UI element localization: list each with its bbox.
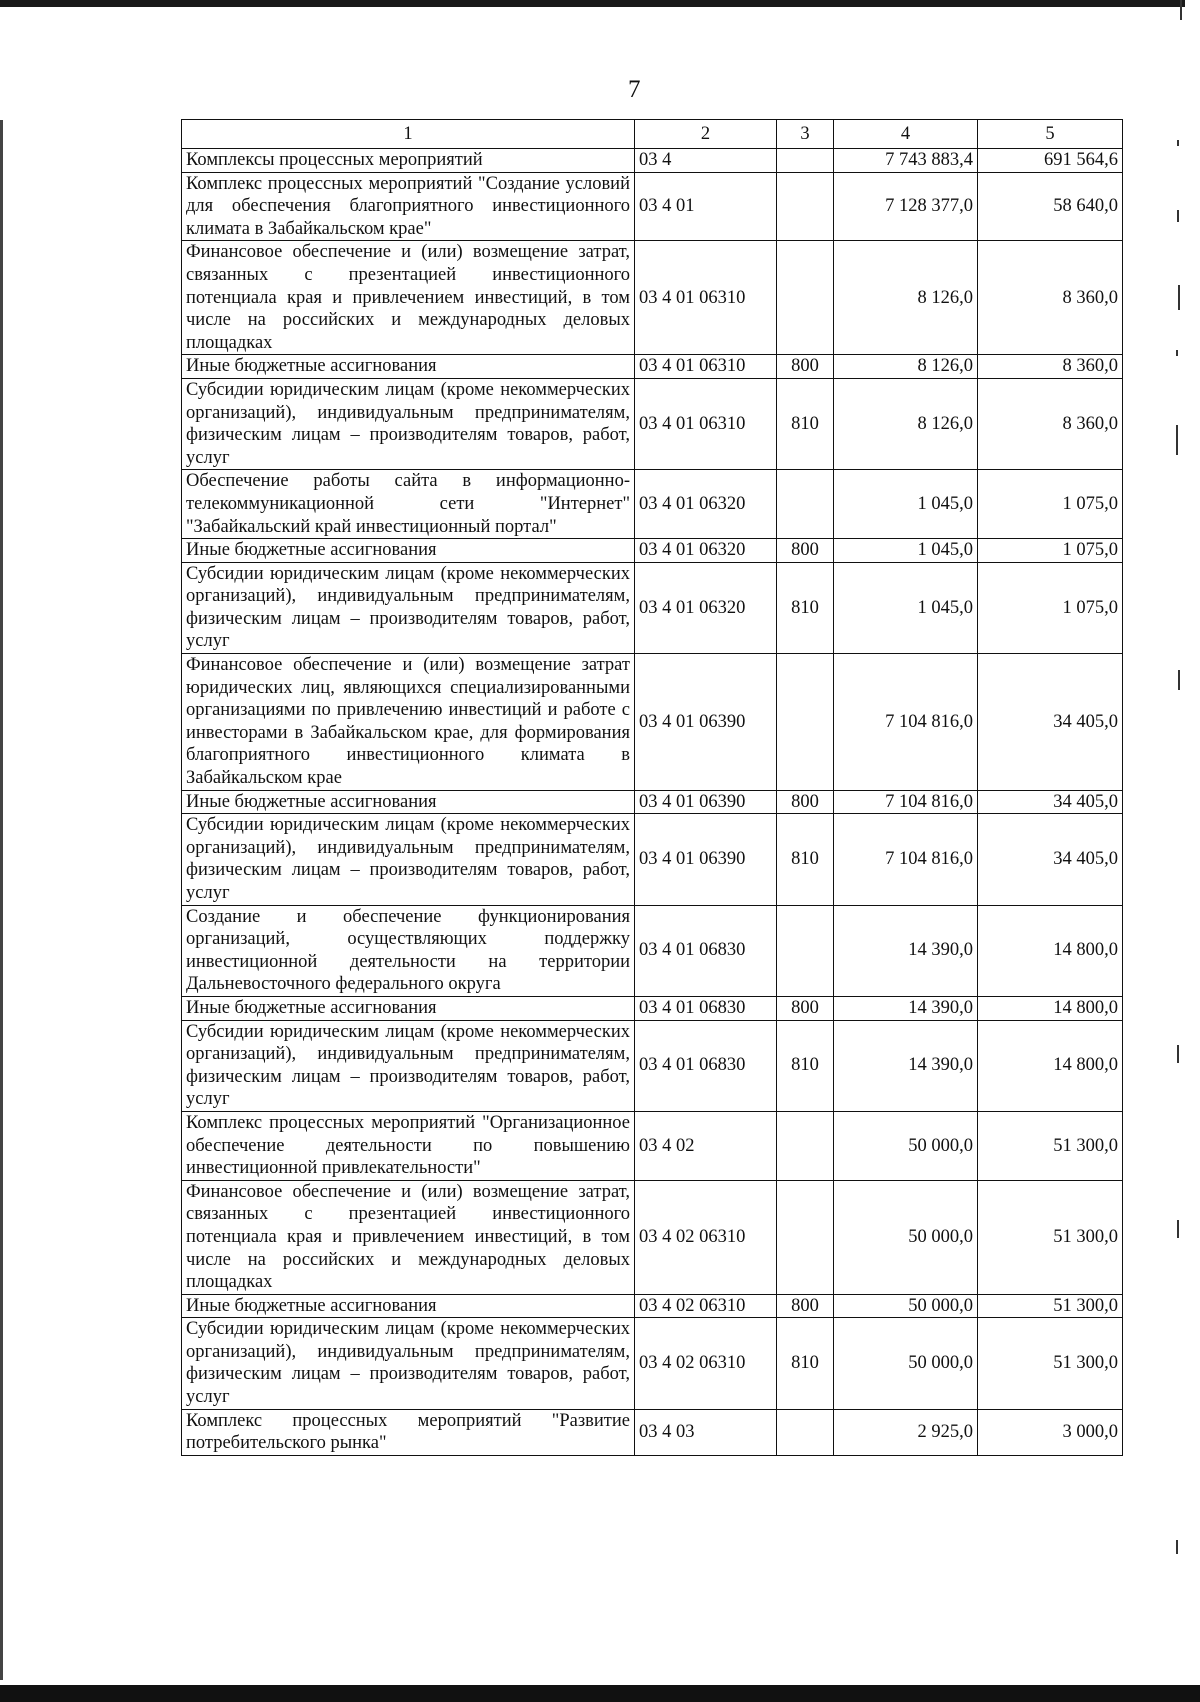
row-csr-code-cell: 03 4 03	[635, 1409, 777, 1455]
row-name-cell: Финансовое обеспечение и (или) возмещение затрат юридических лиц, являющихся специализированными организациями по привлечению инвестиций и работе с инвесторами в Забайкальском крае, для формирования благоприятного инвестиционного климата в Забайкальском крае	[182, 654, 635, 791]
row-expense-type-cell: 800	[777, 996, 834, 1020]
row-csr-code-cell: 03 4 01 06390	[635, 654, 777, 791]
row-name-cell: Иные бюджетные ассигнования	[182, 1294, 635, 1318]
row-csr-code-cell: 03 4 01 06320	[635, 470, 777, 539]
table-row	[182, 378, 1123, 469]
row-amount-col5-cell: 14 800,0	[978, 1020, 1123, 1111]
row-expense-type-cell: 800	[777, 355, 834, 379]
table-row	[182, 562, 1123, 653]
row-csr-code-cell: 03 4 01 06320	[635, 562, 777, 653]
row-amount-col4-cell: 7 104 816,0	[834, 790, 978, 814]
row-name-cell: Субсидии юридическим лицам (кроме некоммерческих организаций), индивидуальным предпринимателям, физическим лицам – производителям товаров, работ, услуг	[182, 562, 635, 653]
row-name-cell: Иные бюджетные ассигнования	[182, 539, 635, 563]
row-csr-code-cell: 03 4 01	[635, 172, 777, 241]
row-csr-code-cell: 03 4 01 06310	[635, 378, 777, 469]
row-csr-code-cell: 03 4 02 06310	[635, 1294, 777, 1318]
scan-border-right	[1180, 0, 1182, 20]
row-amount-col5-cell: 51 300,0	[978, 1180, 1123, 1294]
table-row	[182, 1111, 1123, 1180]
row-csr-code-cell: 03 4 01 06320	[635, 539, 777, 563]
row-csr-code-cell: 03 4	[635, 149, 777, 173]
table-row	[182, 241, 1123, 355]
row-expense-type-cell	[777, 172, 834, 241]
row-amount-col4-cell: 14 390,0	[834, 1020, 978, 1111]
row-amount-col5-cell: 8 360,0	[978, 241, 1123, 355]
table-row	[182, 172, 1123, 241]
row-amount-col5-cell: 8 360,0	[978, 378, 1123, 469]
column-header: 2	[635, 120, 777, 149]
row-amount-col5-cell: 34 405,0	[978, 654, 1123, 791]
table-row	[182, 1180, 1123, 1294]
table-row	[182, 1020, 1123, 1111]
row-name-cell: Комплекс процессных мероприятий "Организационное обеспечение деятельности по повышению инвестиционной привлекательности"	[182, 1111, 635, 1180]
table-row	[182, 905, 1123, 996]
row-amount-col5-cell: 34 405,0	[978, 814, 1123, 905]
row-csr-code-cell: 03 4 02 06310	[635, 1318, 777, 1409]
row-expense-type-cell: 800	[777, 790, 834, 814]
row-amount-col5-cell: 8 360,0	[978, 355, 1123, 379]
row-expense-type-cell: 810	[777, 1318, 834, 1409]
row-expense-type-cell	[777, 905, 834, 996]
row-amount-col5-cell: 51 300,0	[978, 1318, 1123, 1409]
table-body	[182, 149, 1123, 1456]
page-number: 7	[628, 76, 641, 103]
table-header-row	[182, 120, 1123, 149]
scan-border-top	[0, 0, 1185, 7]
row-expense-type-cell: 810	[777, 814, 834, 905]
scan-mark	[1176, 350, 1178, 356]
row-expense-type-cell: 800	[777, 1294, 834, 1318]
row-name-cell: Иные бюджетные ассигнования	[182, 996, 635, 1020]
row-csr-code-cell: 03 4 01 06830	[635, 996, 777, 1020]
scan-border-bottom	[0, 1685, 1200, 1702]
row-csr-code-cell: 03 4 01 06830	[635, 1020, 777, 1111]
row-amount-col5-cell: 58 640,0	[978, 172, 1123, 241]
table-row	[182, 539, 1123, 563]
row-csr-code-cell: 03 4 01 06310	[635, 355, 777, 379]
row-amount-col4-cell: 7 743 883,4	[834, 149, 978, 173]
row-amount-col4-cell: 8 126,0	[834, 355, 978, 379]
row-name-cell: Иные бюджетные ассигнования	[182, 355, 635, 379]
row-expense-type-cell	[777, 1180, 834, 1294]
row-amount-col4-cell: 2 925,0	[834, 1409, 978, 1455]
row-amount-col5-cell: 1 075,0	[978, 562, 1123, 653]
row-expense-type-cell: 810	[777, 1020, 834, 1111]
row-expense-type-cell: 800	[777, 539, 834, 563]
row-amount-col5-cell: 51 300,0	[978, 1294, 1123, 1318]
row-expense-type-cell: 810	[777, 562, 834, 653]
row-csr-code-cell: 03 4 01 06310	[635, 241, 777, 355]
row-name-cell: Субсидии юридическим лицам (кроме некоммерческих организаций), индивидуальным предпринимателям, физическим лицам – производителям товаров, работ, услуг	[182, 1020, 635, 1111]
row-amount-col4-cell: 1 045,0	[834, 539, 978, 563]
row-amount-col4-cell: 50 000,0	[834, 1111, 978, 1180]
row-name-cell: Обеспечение работы сайта в информационно-телекоммуникационной сети "Интернет" "Забайкальский край инвестиционный портал"	[182, 470, 635, 539]
table-row	[182, 996, 1123, 1020]
row-name-cell: Финансовое обеспечение и (или) возмещение затрат, связанных с презентацией инвестиционного потенциала края и привлечением инвестиций, в том числе на российских и международных деловых площадках	[182, 1180, 635, 1294]
row-name-cell: Создание и обеспечение функционирования организаций, осуществляющих поддержку инвестиционной деятельности на территории Дальневосточного федерального округа	[182, 905, 635, 996]
column-header: 1	[182, 120, 635, 149]
row-csr-code-cell: 03 4 02	[635, 1111, 777, 1180]
row-amount-col5-cell: 3 000,0	[978, 1409, 1123, 1455]
row-amount-col4-cell: 7 104 816,0	[834, 814, 978, 905]
row-amount-col4-cell: 1 045,0	[834, 470, 978, 539]
row-amount-col4-cell: 50 000,0	[834, 1180, 978, 1294]
row-amount-col4-cell: 50 000,0	[834, 1294, 978, 1318]
table-row	[182, 814, 1123, 905]
scan-mark	[1177, 1220, 1179, 1238]
scan-mark	[1176, 425, 1178, 455]
row-name-cell: Субсидии юридическим лицам (кроме некоммерческих организаций), индивидуальным предпринимателям, физическим лицам – производителям товаров, работ, услуг	[182, 814, 635, 905]
row-name-cell: Комплекс процессных мероприятий "Создание условий для обеспечения благоприятного инвестиционного климата в Забайкальском крае"	[182, 172, 635, 241]
table-row	[182, 1318, 1123, 1409]
row-name-cell: Субсидии юридическим лицам (кроме некоммерческих организаций), индивидуальным предпринимателям, физическим лицам – производителям товаров, работ, услуг	[182, 378, 635, 469]
row-amount-col5-cell: 14 800,0	[978, 996, 1123, 1020]
table-row	[182, 355, 1123, 379]
row-amount-col5-cell: 1 075,0	[978, 539, 1123, 563]
scan-mark	[1177, 1045, 1179, 1063]
row-amount-col5-cell: 14 800,0	[978, 905, 1123, 996]
scan-border-left	[0, 120, 3, 1680]
row-amount-col4-cell: 8 126,0	[834, 378, 978, 469]
row-expense-type-cell	[777, 470, 834, 539]
column-header: 4	[834, 120, 978, 149]
scan-mark	[1177, 210, 1179, 222]
row-amount-col4-cell: 7 104 816,0	[834, 654, 978, 791]
row-amount-col5-cell: 34 405,0	[978, 790, 1123, 814]
table-row	[182, 1294, 1123, 1318]
row-expense-type-cell	[777, 241, 834, 355]
scan-mark	[1177, 140, 1179, 146]
row-expense-type-cell	[777, 654, 834, 791]
row-amount-col5-cell: 691 564,6	[978, 149, 1123, 173]
row-amount-col4-cell: 1 045,0	[834, 562, 978, 653]
row-csr-code-cell: 03 4 01 06390	[635, 814, 777, 905]
row-expense-type-cell	[777, 1409, 834, 1455]
column-header: 3	[777, 120, 834, 149]
row-csr-code-cell: 03 4 02 06310	[635, 1180, 777, 1294]
scan-mark	[1176, 1540, 1178, 1554]
row-amount-col5-cell: 1 075,0	[978, 470, 1123, 539]
row-csr-code-cell: 03 4 01 06830	[635, 905, 777, 996]
row-name-cell: Комплексы процессных мероприятий	[182, 149, 635, 173]
row-amount-col4-cell: 14 390,0	[834, 996, 978, 1020]
table-row	[182, 654, 1123, 791]
row-amount-col4-cell: 7 128 377,0	[834, 172, 978, 241]
row-name-cell: Иные бюджетные ассигнования	[182, 790, 635, 814]
row-amount-col5-cell: 51 300,0	[978, 1111, 1123, 1180]
table-row	[182, 790, 1123, 814]
column-header: 5	[978, 120, 1123, 149]
row-expense-type-cell	[777, 149, 834, 173]
table-row	[182, 470, 1123, 539]
row-amount-col4-cell: 8 126,0	[834, 241, 978, 355]
row-name-cell: Комплекс процессных мероприятий "Развитие потребительского рынка"	[182, 1409, 635, 1455]
table-row	[182, 149, 1123, 173]
row-amount-col4-cell: 14 390,0	[834, 905, 978, 996]
row-expense-type-cell: 810	[777, 378, 834, 469]
row-name-cell: Финансовое обеспечение и (или) возмещение затрат, связанных с презентацией инвестиционного потенциала края и привлечением инвестиций, в том числе на российских и международных деловых площадках	[182, 241, 635, 355]
scan-mark	[1178, 285, 1180, 310]
row-name-cell: Субсидии юридическим лицам (кроме некоммерческих организаций), индивидуальным предпринимателям, физическим лицам – производителям товаров, работ, услуг	[182, 1318, 635, 1409]
table-row	[182, 1409, 1123, 1455]
scan-mark	[1178, 670, 1180, 690]
row-csr-code-cell: 03 4 01 06390	[635, 790, 777, 814]
budget-table	[181, 119, 1123, 1456]
row-expense-type-cell	[777, 1111, 834, 1180]
row-amount-col4-cell: 50 000,0	[834, 1318, 978, 1409]
